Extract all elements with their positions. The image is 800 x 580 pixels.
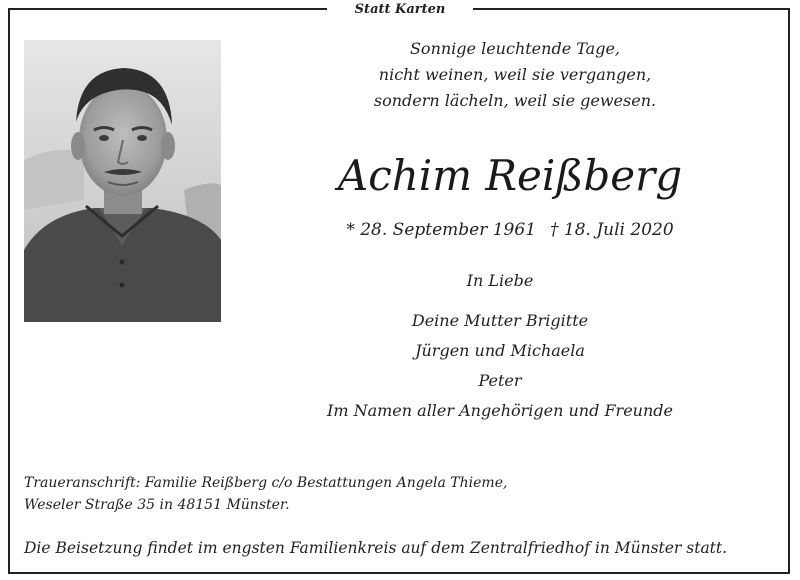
birth-date: * 28. September 1961 <box>346 220 537 240</box>
quote-line: Sonnige leuchtende Tage, <box>409 39 621 58</box>
life-dates <box>270 218 750 242</box>
mourners-intro: In Liebe <box>466 271 534 290</box>
mourner-line: Im Namen aller Angehörigen und Freunde <box>327 401 673 420</box>
mourning-address <box>24 472 507 516</box>
portrait-photo <box>24 40 221 322</box>
portrait-image <box>24 40 221 322</box>
death-date: † 18. Juli 2020 <box>550 220 674 240</box>
deceased-name: Achim Reißberg <box>337 151 683 200</box>
mourner-line: Peter <box>478 371 522 390</box>
mourner-line: Deine Mutter Brigitte <box>411 311 589 330</box>
quote-line: nicht weinen, weil sie vergangen, <box>378 65 652 84</box>
address-line: Traueranschrift: Familie Reißberg c/o Bestattungen Angela Thieme, <box>24 475 508 491</box>
mourner-line: Jürgen und Michaela <box>415 341 585 360</box>
quote-line: sondern lächeln, weil sie gewesen. <box>373 91 657 110</box>
address-line: Weseler Straße 35 in 48151 Münster. <box>24 497 290 513</box>
header-label-text: Statt Karten <box>327 2 474 18</box>
mourners-block <box>280 268 720 426</box>
memorial-quote <box>300 36 730 114</box>
funeral-notice: Die Beisetzung findet im engsten Familienkreis auf dem Zentralfriedhof in Münster statt. <box>24 539 728 557</box>
